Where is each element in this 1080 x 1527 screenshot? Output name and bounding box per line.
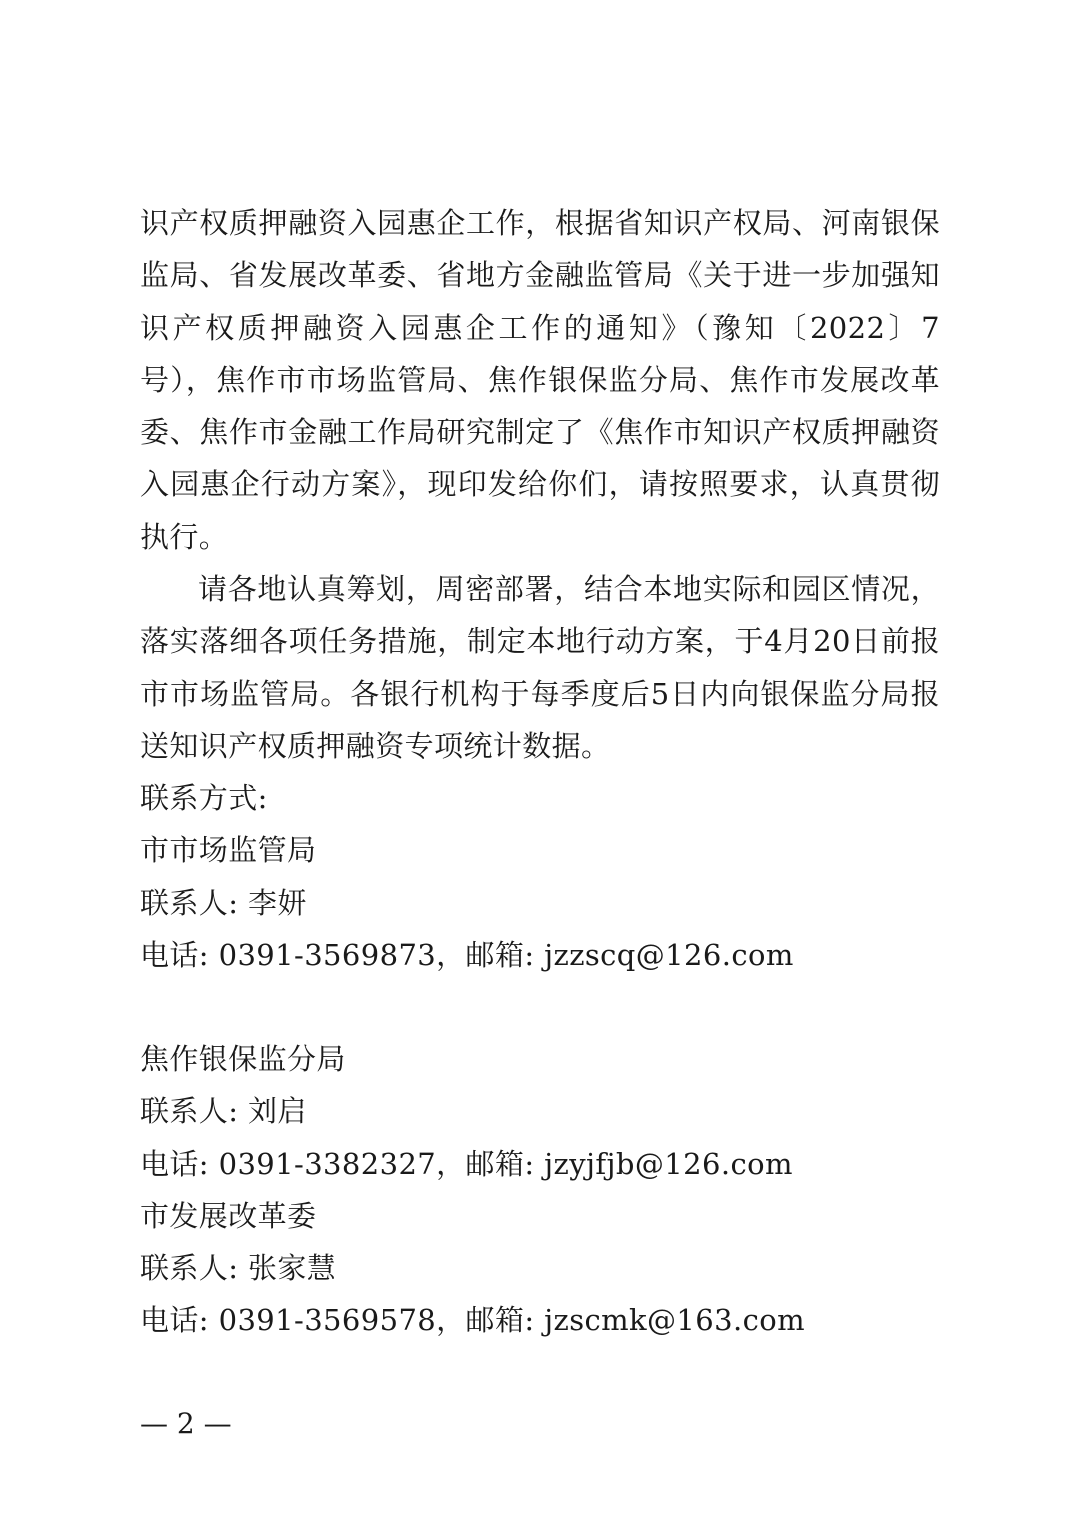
- paragraph-continuation: 识产权质押融资入园惠企工作，根据省知识产权局、河南银保监局、省发展改革委、省地方金融监管局《关于进一步加强知识产权质押融资入园惠企工作的通知》（豫知〔2022〕7号），焦作市市场监管局、焦作银保监分局、焦作市发展改革委、焦作市金融工作局研究制定了《焦作市知识产权质押融资入园惠企行动方案》，现印发给你们，请按照要求，认真贯彻执行。: [140, 206, 940, 554]
- page-number: — 2 —: [140, 1407, 232, 1440]
- contact-section-2: [140, 1033, 940, 1347]
- contact-org: 市市场监管局: [140, 833, 317, 868]
- contact-person: 联系人: 张家慧: [140, 1251, 337, 1286]
- contact-heading: 联系方式:: [140, 781, 268, 815]
- contact-org: 焦作银保监分局: [140, 1042, 346, 1076]
- contact-phone-email: 电话: 0391-3569873，邮箱: jzzscq@126.com: [140, 937, 794, 972]
- contact-person: 联系人: 李妍: [140, 885, 307, 920]
- contact-section: [140, 772, 940, 981]
- contact-org: 市发展改革委: [140, 1198, 317, 1233]
- paragraph-instructions: 请各地认真筹划，周密部署，结合本地实际和园区情况，落实落细各项任务措施，制定本地行动方案，于4月20日前报市市场监管局。各银行机构于每季度后5日内向银保监分局报送知识产权质押融资专项统计数据。: [140, 572, 940, 763]
- contact-person: 联系人: 刘启: [140, 1094, 307, 1129]
- body-text: [140, 197, 940, 772]
- contact-phone-email: 电话: 0391-3569578，邮箱: jzscmk@163.com: [140, 1303, 805, 1338]
- contact-phone-email: 电话: 0391-3382327，邮箱: jzyjfjb@126.com: [140, 1146, 793, 1181]
